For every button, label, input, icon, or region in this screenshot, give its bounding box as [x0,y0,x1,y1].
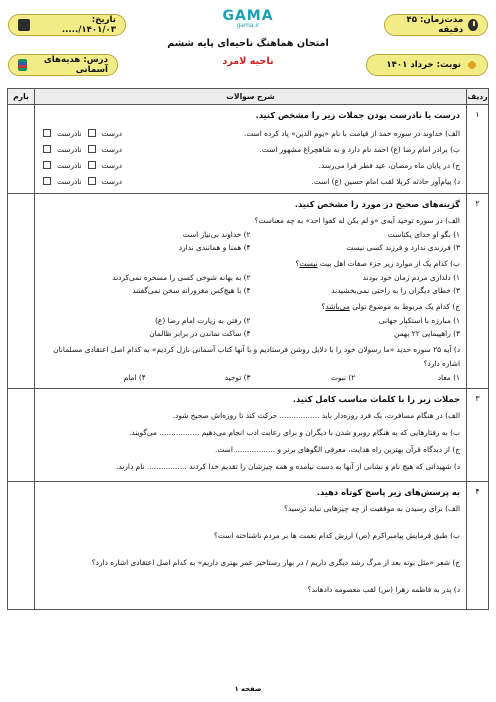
true-label: درست [101,144,122,154]
option[interactable]: ۴) همتا و همانندی ندارد [178,243,251,252]
exam-region: ناحیه لامرد [222,56,274,67]
question-number: ۴ [466,482,488,609]
option[interactable]: ۱) مبارزه با استکبار جهانی [378,316,460,325]
false-label: نادرست [57,144,82,154]
question-title: جملات زیر را با کلمات مناسب کامل کنید. [292,394,460,404]
false-label: نادرست [57,128,82,138]
tf-statement: ب) برادر امام رضا (ع) احمد نام دارد و به شاهچراغ مشهور است. [259,144,460,154]
option[interactable]: ۳) راهپیمایی ۲۲ بهمن [394,329,460,338]
options-group [41,371,460,384]
date-label: تاریخ: ۱۴۰۱/۰۳/..... [61,15,116,35]
stem-text: ؟ [295,259,300,268]
option[interactable]: ۴) ساکت نماندن در برابر ظالمان [149,329,251,338]
option[interactable]: ۳) توحید [224,373,251,382]
false-label: نادرست [57,176,82,186]
short-answer-question: ب) طبق فرمایش پیامبراکرم (ص) ارزش کدام نعمت ها بر مردم ناشناخته است؟ [213,531,460,540]
tf-statement: الف) خداوند در سوره حمد از قیامت با نام «یوم الدین» یاد کرده است. [243,128,460,138]
tf-statement: د) پیام‌آور حادثه کربلا لقب امام حسین (ع) است. [311,176,460,186]
question-score [8,389,34,481]
false-checkbox[interactable] [43,145,51,153]
option[interactable]: ۳) فرزندی ندارد و فرزند کسی نیست [346,243,460,252]
option[interactable]: ۲) نبوت [330,373,356,382]
option[interactable]: ۳) خطای دیگران را به راحتی نمی‌بخشیدند [331,286,460,295]
question-row-1 [8,105,488,194]
options-group [41,314,460,340]
table-header-row [8,89,488,105]
option[interactable]: ۲) به بهانه شوخی کسی را مسخره نمی‌کردند [112,273,251,282]
question-score [8,105,34,193]
page-number: صفحه ۱ [234,685,262,693]
tf-item [41,141,460,157]
option[interactable]: ۱) دلداری مردم زمان خود بودند [362,273,460,282]
tf-item [41,173,460,189]
answer-space[interactable] [41,570,460,583]
true-checkbox[interactable] [88,145,96,153]
question-number: ۲ [466,194,488,388]
options-group [41,228,460,254]
true-label: درست [101,176,122,186]
calendar-icon [18,19,30,31]
true-checkbox[interactable] [88,129,96,137]
tf-statement: ج) در پایان ماه رمضان، عید فطر فرا می‌رسد. [318,160,460,170]
answer-space[interactable] [41,543,460,556]
clock-icon [468,19,478,31]
false-label: نادرست [57,160,82,170]
sub-question-stem [41,300,460,314]
fill-blank-item[interactable]: الف) در هنگام مسافرت، یک فرد روزه‌دار باید ................. حرکت کند تا روزه‌اش صحیح شود. [172,411,460,420]
question-row-3 [8,389,488,482]
true-checkbox[interactable] [88,177,96,185]
session-label: نوبت: خرداد ۱۴۰۱ [386,60,461,70]
stem-text: ؟ [321,302,326,311]
answer-space[interactable] [41,597,460,605]
stem-underlined: می‌باشد [325,302,350,311]
option[interactable]: ۴) امام [123,373,146,382]
exam-title: امتحان هماهنگ ناحیه‌ای پایه ششم [167,38,329,49]
logo-text: GAMA [222,8,274,24]
true-checkbox[interactable] [88,161,96,169]
exam-header [8,6,488,84]
option[interactable]: ۱) معاد [437,373,460,382]
option[interactable]: ۲) خداوند بی‌نیاز است [182,230,251,239]
short-answer-question: د) پدر به فاطمه زهرا (س) لقب معصومه دادهاند؟ [307,585,460,594]
gama-logo [218,8,278,32]
duration-label: مدت‌زمان: ۴۵ دقیقه [406,15,464,35]
logo-sub: gama.ir [236,22,260,29]
question-number: ۱ [466,105,488,193]
fill-blank-item[interactable]: ج) از دیدگاه قرآن بهترین راه هدایت، معرفی الگوهای برتر و ................. است. [215,445,460,454]
fill-blank-item[interactable]: د) شهیدانی که هیچ نام و نشانی از آنها به دست نیامده و همه چیزشان را تقدیم خدا کردند ................. نام دارند. [116,462,460,471]
sub-question-stem: د) آیه ۲۵ سوره حدید «ما رسولان خود را با دلایل روشن فرستادیم و با آنها کتاب آسمانی نازل کردیم» به کدام اصل اعتقادی مسلمانان اشاره دارد؟ [53,345,460,368]
option[interactable]: ۱) بگو او خدای یکتاست [387,230,460,239]
true-label: درست [101,160,122,170]
stem-text: ج) کدام یک مربوط به موضوع تولی [349,302,460,311]
stem-text: ب) کدام یک از موارد زیر جزء صفات اهل بیت [317,259,460,268]
stem-underlined: نیست [299,259,318,268]
header-score: بارم [13,92,29,101]
question-row-2 [8,194,488,389]
options-group [41,271,460,297]
header-num: ردیف [466,89,488,104]
question-title: به پرسش‌های زیر پاسخ کوتاه دهید. [316,487,460,497]
fill-blank-item[interactable]: ب) به رفتارهایی که به هنگام روبرو شدن با دیگران و برای رعایت ادب انجام می‌دهیم ................. می‌گویند. [129,428,460,437]
question-title: درست یا نادرست بودن جملات زیر را مشخص کنید. [255,110,460,120]
header-body: شرح سوالات [34,89,466,104]
false-checkbox[interactable] [43,129,51,137]
false-checkbox[interactable] [43,161,51,169]
true-label: درست [101,128,122,138]
question-number: ۳ [466,389,488,481]
option[interactable]: ۴) با هیچ‌کس مغرورانه سخن نمی‌گفتند [132,286,251,295]
question-score [8,482,34,609]
short-answer-question: الف) برای رسیدن به موفقیت از چه چیزهایی نباید ترسید؟ [283,504,460,513]
question-score [8,194,34,388]
duration-pill [384,14,488,36]
false-checkbox[interactable] [43,177,51,185]
question-row-4 [8,482,488,609]
question-title: گزینه‌های صحیح در مورد را مشخص کنید. [294,199,460,209]
answer-space[interactable] [41,516,460,529]
subject-label: درس: هدیه‌های آسمانی [43,55,108,75]
questions-table [7,88,489,610]
option[interactable]: ۲) رفتن به زیارت امام رضا (ع) [155,316,251,325]
tf-item [41,125,460,141]
tf-item [41,157,460,173]
short-answer-question: ج) شعر «مثل بوته بعد از مرگ رشد دیگری داریم / در بهار رستاخیز عمر بهتری داریم» به کدام اصل اعتقادی اشاره دارد؟ [91,558,460,567]
date-pill [8,14,126,36]
sub-question-stem: الف) در سوره توحید آیه‌ی «و لم یکن له کفوا احد» به چه معناست؟ [254,216,460,225]
sub-question-stem [41,257,460,271]
